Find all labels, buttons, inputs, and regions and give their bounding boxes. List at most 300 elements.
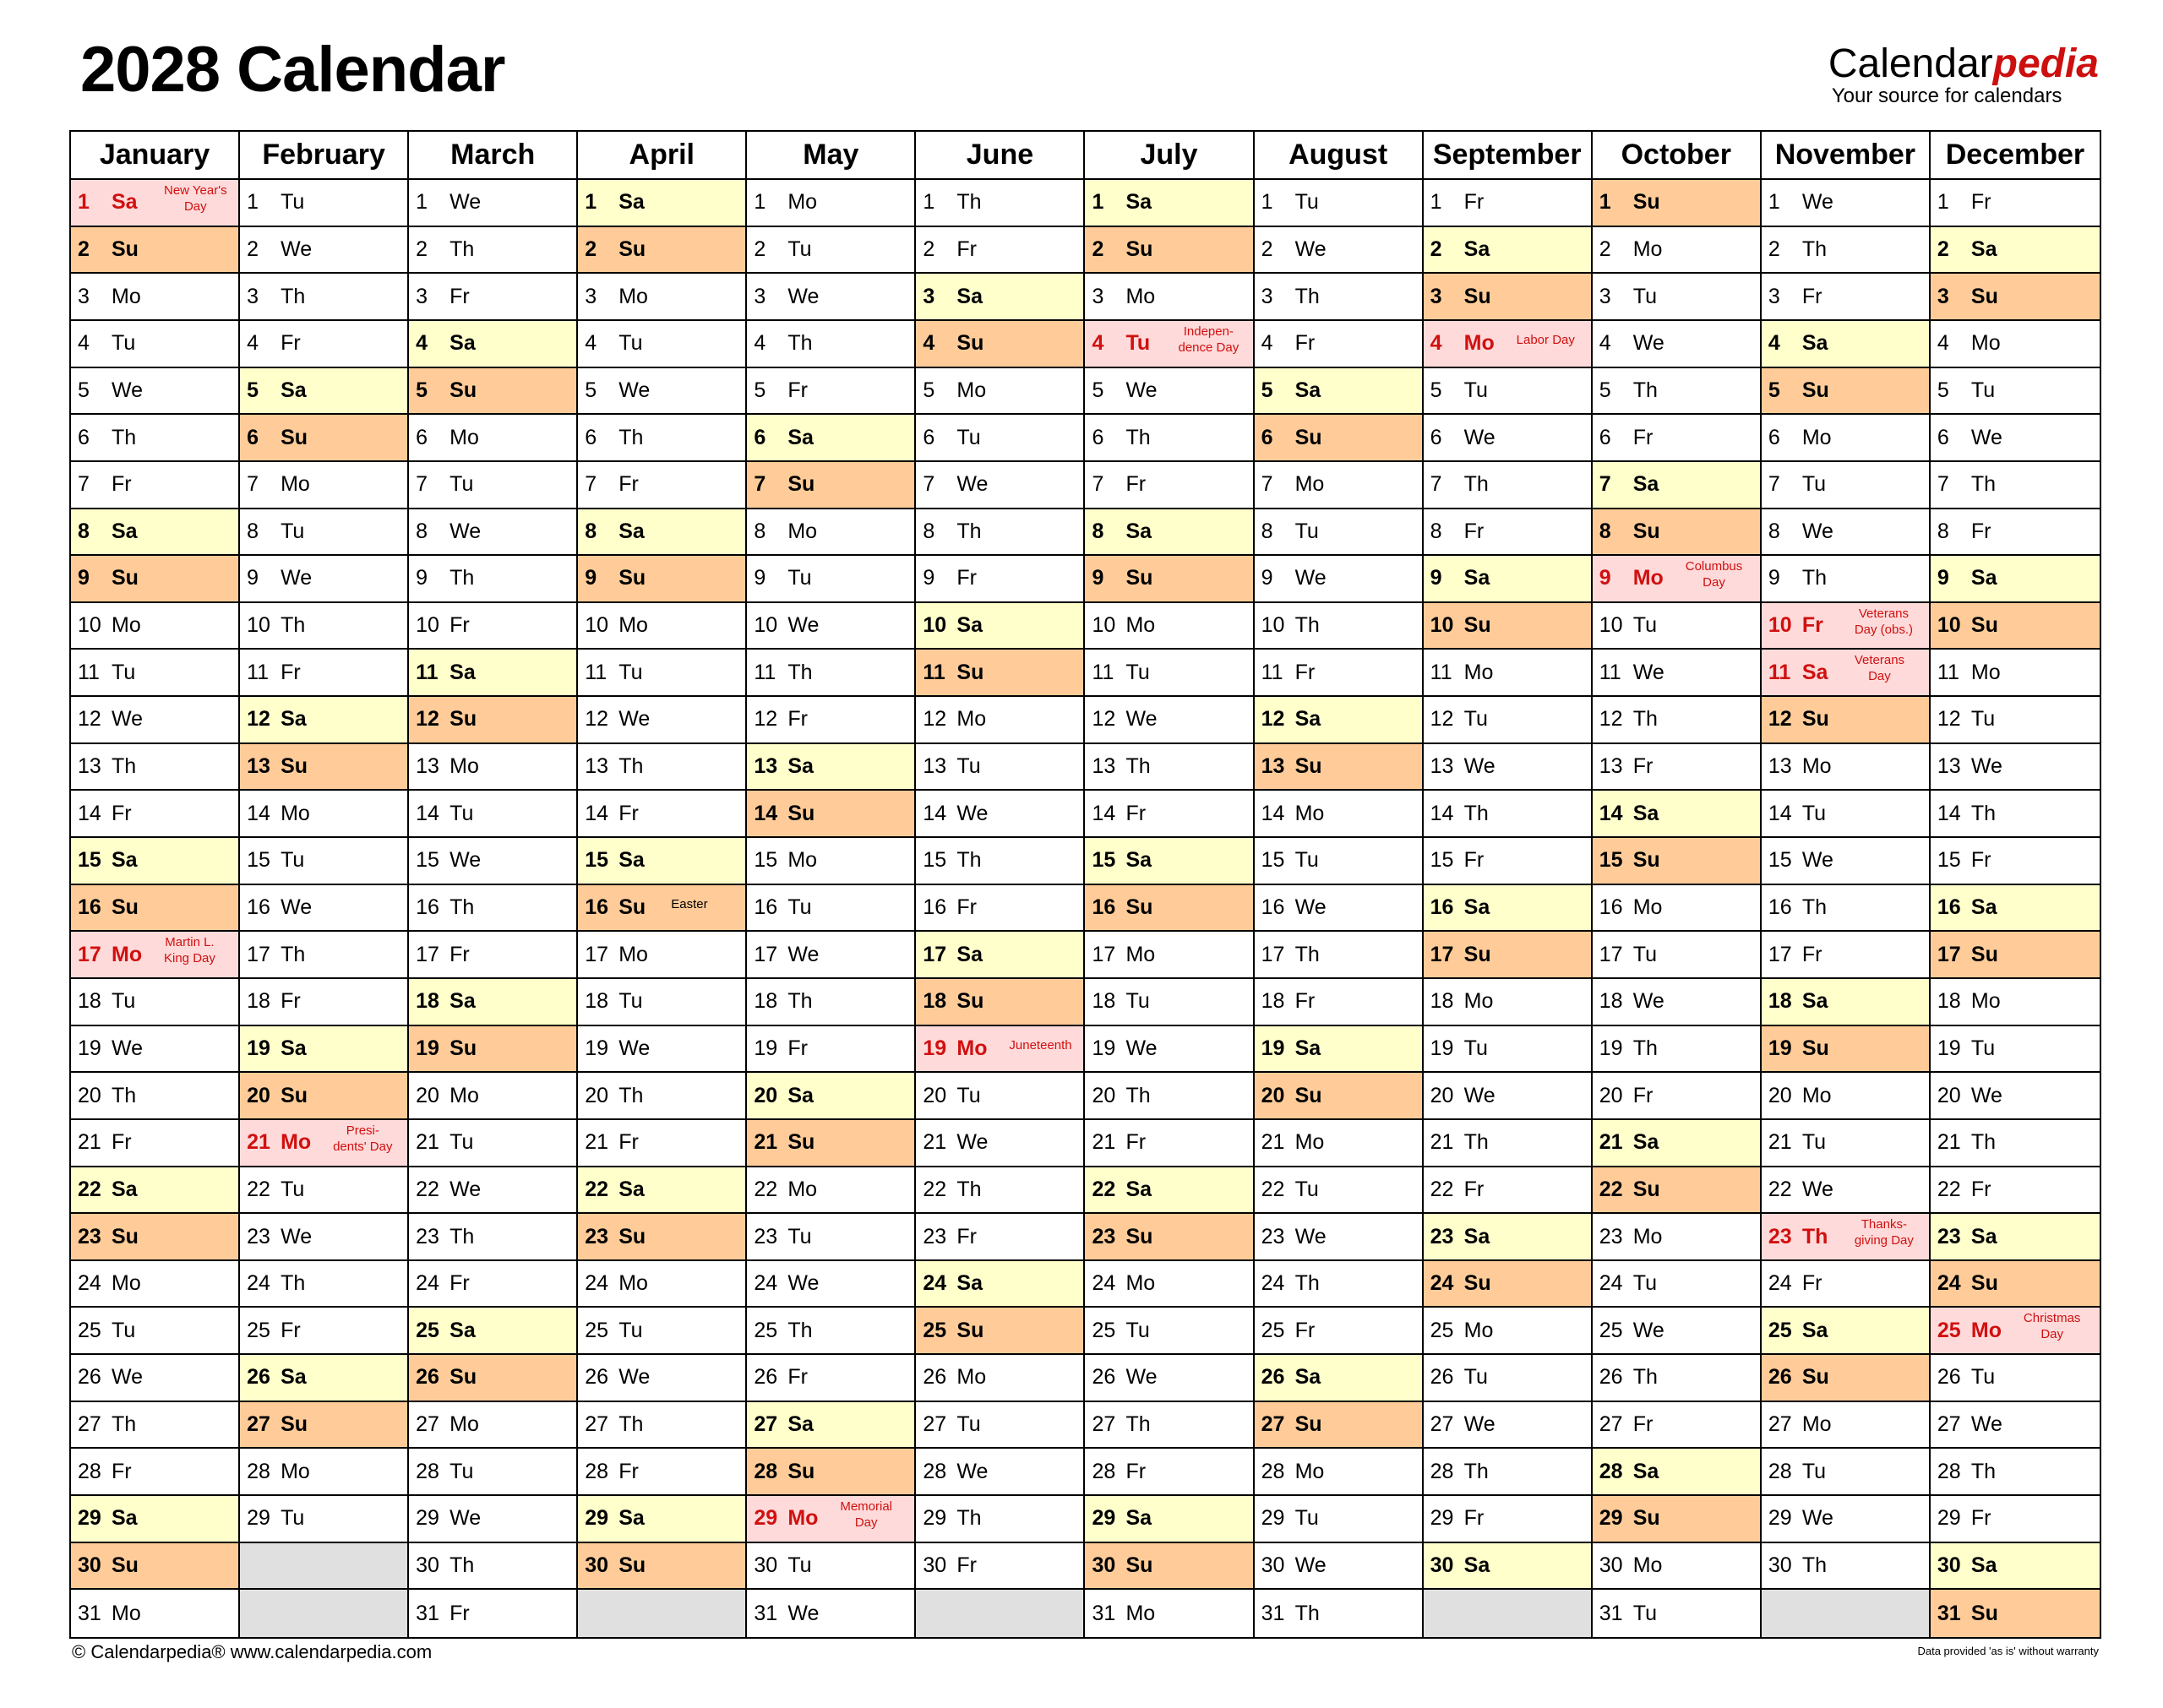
weekday-label: Mo xyxy=(1294,1459,1325,1483)
weekday-label: Mo xyxy=(281,801,310,825)
day-cell xyxy=(409,462,578,509)
weekday-label: We xyxy=(1801,1506,1833,1531)
day-cell xyxy=(1762,180,1931,227)
day-number: 10 xyxy=(416,613,439,638)
day-number: 17 xyxy=(1092,942,1116,966)
day-cell xyxy=(578,650,747,697)
day-number: 2 xyxy=(754,237,766,261)
day-cell xyxy=(1762,744,1931,791)
day-cell xyxy=(1424,1120,1593,1167)
day-cell xyxy=(1593,180,1762,227)
day-number: 14 xyxy=(1092,801,1116,825)
holiday-cell xyxy=(1762,650,1931,697)
day-cell xyxy=(1085,180,1254,227)
day-cell xyxy=(1085,1261,1254,1308)
holiday-cell xyxy=(1762,603,1931,650)
day-number: 31 xyxy=(1599,1601,1623,1625)
day-cell xyxy=(240,603,409,650)
day-number: 11 xyxy=(1599,660,1621,684)
weekday-label: Mo xyxy=(787,1177,818,1201)
day-number: 5 xyxy=(1937,378,1949,402)
weekday-label: Su xyxy=(1125,566,1153,590)
day-number: 11 xyxy=(1430,660,1452,684)
day-number: 13 xyxy=(78,754,101,779)
day-cell xyxy=(240,1496,409,1543)
weekday-label: Sa xyxy=(1632,1459,1659,1483)
weekday-label: Su xyxy=(1632,1506,1660,1531)
day-cell xyxy=(747,462,916,509)
day-cell xyxy=(578,1543,747,1591)
weekday-label: Sa xyxy=(1632,801,1659,825)
weekday-label: Su xyxy=(1801,1036,1829,1060)
weekday-label: We xyxy=(1970,754,2002,779)
weekday-label: Su xyxy=(449,1036,477,1060)
day-number: 1 xyxy=(1430,190,1442,215)
weekday-label: Su xyxy=(1970,942,1998,966)
weekday-label: Th xyxy=(1801,1224,1828,1248)
day-cell xyxy=(916,1402,1085,1450)
weekday-label: Th xyxy=(618,1412,644,1437)
holiday-name: Martin L. King Day xyxy=(164,935,215,966)
day-cell xyxy=(71,979,240,1026)
day-number: 24 xyxy=(247,1271,270,1296)
day-number: 17 xyxy=(754,942,778,966)
day-number: 7 xyxy=(416,472,428,497)
day-number: 2 xyxy=(585,237,597,261)
day-number: 26 xyxy=(416,1365,439,1390)
weekday-label: Fr xyxy=(1294,1318,1316,1342)
day-number: 28 xyxy=(1092,1459,1116,1483)
weekday-label: Tu xyxy=(281,1177,305,1201)
weekday-label: Tu xyxy=(1632,942,1657,966)
day-cell xyxy=(747,838,916,885)
weekday-label: Fr xyxy=(787,1036,808,1060)
day-number: 17 xyxy=(1768,942,1792,966)
day-cell xyxy=(747,1073,916,1120)
day-cell xyxy=(240,838,409,885)
empty-day-cell xyxy=(916,1590,1085,1637)
day-number: 25 xyxy=(1092,1318,1116,1342)
weekday-label: Sa xyxy=(1801,989,1828,1014)
weekday-label: Su xyxy=(1125,1224,1153,1248)
day-cell xyxy=(578,180,747,227)
day-number: 25 xyxy=(1937,1318,1961,1342)
day-cell xyxy=(1762,1073,1931,1120)
day-number: 17 xyxy=(247,942,270,966)
day-cell xyxy=(1255,1308,1424,1355)
day-cell xyxy=(1085,1026,1254,1074)
day-cell xyxy=(1255,1120,1424,1167)
weekday-label: Th xyxy=(787,989,813,1014)
day-cell xyxy=(916,274,1085,321)
day-number: 18 xyxy=(1430,989,1454,1014)
day-cell xyxy=(916,1214,1085,1261)
weekday-label: Mo xyxy=(112,1271,141,1296)
day-cell xyxy=(240,1308,409,1355)
day-cell xyxy=(1255,509,1424,557)
day-number: 5 xyxy=(585,378,597,402)
day-cell xyxy=(578,1167,747,1215)
day-cell xyxy=(1085,1590,1254,1637)
day-number: 3 xyxy=(1599,284,1611,308)
day-number: 5 xyxy=(1430,378,1442,402)
day-number: 29 xyxy=(1430,1506,1454,1531)
day-cell xyxy=(1424,1167,1593,1215)
weekday-label: Fr xyxy=(1294,989,1316,1014)
day-number: 1 xyxy=(1261,190,1273,215)
weekday-label: We xyxy=(449,1506,482,1531)
day-cell xyxy=(1085,556,1254,603)
weekday-label: Th xyxy=(1632,378,1658,402)
weekday-label: Th xyxy=(449,895,475,919)
weekday-label: We xyxy=(618,707,651,732)
day-number: 21 xyxy=(923,1130,947,1155)
day-number: 17 xyxy=(416,942,439,966)
day-cell xyxy=(409,885,578,933)
weekday-label: Sa xyxy=(787,754,814,779)
day-number: 23 xyxy=(1430,1224,1454,1248)
weekday-label: Fr xyxy=(1125,801,1147,825)
weekday-label: Sa xyxy=(449,989,476,1014)
day-number: 12 xyxy=(1261,707,1285,732)
day-number: 15 xyxy=(585,848,609,873)
day-cell xyxy=(1424,274,1593,321)
day-number: 2 xyxy=(1768,237,1780,261)
day-number: 2 xyxy=(247,237,259,261)
day-number: 21 xyxy=(1768,1130,1792,1155)
day-number: 1 xyxy=(247,190,259,215)
day-number: 4 xyxy=(1430,331,1442,356)
day-number: 27 xyxy=(416,1412,439,1437)
day-cell xyxy=(578,1496,747,1543)
day-number: 3 xyxy=(1768,284,1780,308)
weekday-label: We xyxy=(449,848,482,873)
day-number: 20 xyxy=(585,1083,609,1107)
day-cell xyxy=(1931,1120,2100,1167)
day-number: 26 xyxy=(78,1365,101,1390)
day-number: 8 xyxy=(1430,519,1442,543)
day-cell xyxy=(1424,1449,1593,1496)
weekday-label: Su xyxy=(281,425,308,449)
day-cell xyxy=(1424,1355,1593,1402)
weekday-label: Th xyxy=(787,660,813,684)
holiday-name: Christmas Day xyxy=(2023,1311,2081,1342)
weekday-label: We xyxy=(1125,707,1158,732)
holiday-cell xyxy=(1085,321,1254,368)
weekday-label: Sa xyxy=(112,190,138,215)
day-cell xyxy=(916,603,1085,650)
day-number: 12 xyxy=(1092,707,1116,732)
day-number: 10 xyxy=(923,613,947,638)
day-cell xyxy=(71,1167,240,1215)
day-number: 5 xyxy=(247,378,259,402)
day-cell xyxy=(71,1261,240,1308)
weekday-label: Tu xyxy=(1970,707,1996,732)
day-cell xyxy=(409,1402,578,1450)
day-number: 3 xyxy=(416,284,428,308)
weekday-label: Sa xyxy=(1125,519,1152,543)
day-cell xyxy=(1424,1261,1593,1308)
day-cell xyxy=(1931,1543,2100,1591)
day-number: 23 xyxy=(416,1224,439,1248)
day-cell xyxy=(1255,368,1424,416)
day-cell xyxy=(1762,838,1931,885)
day-number: 18 xyxy=(1937,989,1961,1014)
day-cell xyxy=(1762,1120,1931,1167)
day-number: 8 xyxy=(1768,519,1780,543)
day-cell xyxy=(1085,603,1254,650)
holiday-name: Veterans Day (obs.) xyxy=(1854,606,1914,637)
day-number: 24 xyxy=(416,1271,439,1296)
day-cell xyxy=(1931,697,2100,744)
day-cell xyxy=(916,1073,1085,1120)
day-cell xyxy=(747,556,916,603)
day-number: 26 xyxy=(1261,1365,1285,1390)
day-number: 4 xyxy=(416,331,428,356)
holiday-cell xyxy=(1593,556,1762,603)
weekday-label: Mo xyxy=(787,848,818,873)
day-cell xyxy=(71,1214,240,1261)
weekday-label: We xyxy=(112,378,144,402)
day-number: 3 xyxy=(923,284,935,308)
weekday-label: Tu xyxy=(1463,1365,1488,1390)
weekday-label: We xyxy=(618,1036,651,1060)
day-number: 31 xyxy=(1092,1601,1116,1625)
day-number: 17 xyxy=(1261,942,1285,966)
day-number: 6 xyxy=(78,425,90,449)
day-number: 7 xyxy=(247,472,259,497)
holiday-cell xyxy=(1931,1308,2100,1355)
day-number: 18 xyxy=(1092,989,1116,1014)
weekday-label: Fr xyxy=(112,1130,132,1155)
day-cell xyxy=(1593,885,1762,933)
weekday-label: We xyxy=(1125,1365,1158,1390)
weekday-label: Tu xyxy=(787,566,812,590)
day-cell xyxy=(578,697,747,744)
day-cell xyxy=(1255,1402,1424,1450)
day-number: 27 xyxy=(1430,1412,1454,1437)
day-cell xyxy=(1085,932,1254,979)
weekday-label: Tu xyxy=(1463,378,1488,402)
weekday-label: Th xyxy=(787,331,813,356)
holiday-name: Veterans Day xyxy=(1854,653,1905,684)
day-cell xyxy=(1424,932,1593,979)
day-cell xyxy=(1762,885,1931,933)
weekday-label: Sa xyxy=(1294,1036,1321,1060)
day-cell xyxy=(1255,885,1424,933)
day-number: 18 xyxy=(416,989,439,1014)
day-cell xyxy=(1931,1402,2100,1450)
day-number: 1 xyxy=(585,190,597,215)
day-number: 30 xyxy=(1768,1553,1792,1578)
weekday-label: Tu xyxy=(956,754,981,779)
weekday-label: Mo xyxy=(787,190,818,215)
holiday-name: Thanks- giving Day xyxy=(1854,1217,1914,1248)
day-number: 27 xyxy=(1261,1412,1285,1437)
day-number: 11 xyxy=(923,660,945,684)
day-number: 13 xyxy=(1261,754,1285,779)
weekday-label: We xyxy=(956,801,989,825)
day-number: 21 xyxy=(78,1130,101,1155)
weekday-label: Tu xyxy=(112,989,136,1014)
day-number: 20 xyxy=(1261,1083,1285,1107)
day-cell xyxy=(240,1026,409,1074)
weekday-label: We xyxy=(449,190,482,215)
weekday-label: Fr xyxy=(281,989,301,1014)
weekday-label: Tu xyxy=(1294,1506,1319,1531)
weekday-label: Th xyxy=(112,425,137,449)
day-cell xyxy=(240,180,409,227)
weekday-label: Sa xyxy=(956,284,983,308)
day-cell xyxy=(1424,697,1593,744)
day-number: 25 xyxy=(78,1318,101,1342)
day-cell xyxy=(1931,838,2100,885)
day-number: 7 xyxy=(1768,472,1780,497)
weekday-label: We xyxy=(787,613,820,638)
day-number: 16 xyxy=(1430,895,1454,919)
day-cell xyxy=(1424,979,1593,1026)
day-cell xyxy=(1255,1355,1424,1402)
day-cell xyxy=(1085,274,1254,321)
day-cell xyxy=(916,1261,1085,1308)
weekday-label: Sa xyxy=(787,425,814,449)
weekday-label: Su xyxy=(112,237,139,261)
day-cell xyxy=(71,1073,240,1120)
day-number: 1 xyxy=(1937,190,1949,215)
weekday-label: Fr xyxy=(281,660,301,684)
day-cell xyxy=(409,603,578,650)
weekday-label: Su xyxy=(618,1553,646,1578)
weekday-label: Sa xyxy=(1970,1224,1997,1248)
day-cell xyxy=(1085,415,1254,462)
month-header-january: January xyxy=(71,132,240,180)
day-cell xyxy=(1085,1120,1254,1167)
weekday-label: Th xyxy=(787,1318,813,1342)
day-cell xyxy=(71,1496,240,1543)
day-cell xyxy=(1762,1449,1931,1496)
day-number: 28 xyxy=(247,1459,270,1483)
day-cell xyxy=(1931,1496,2100,1543)
day-cell xyxy=(1085,744,1254,791)
day-number: 10 xyxy=(1599,613,1623,638)
day-number: 29 xyxy=(416,1506,439,1531)
month-header-may: May xyxy=(747,132,916,180)
day-number: 4 xyxy=(1092,331,1104,356)
day-number: 12 xyxy=(1430,707,1454,732)
weekday-label: Su xyxy=(281,1083,308,1107)
weekday-label: We xyxy=(1801,190,1833,215)
day-cell xyxy=(71,791,240,838)
day-number: 2 xyxy=(416,237,428,261)
weekday-label: Tu xyxy=(956,425,981,449)
day-cell xyxy=(1085,1449,1254,1496)
day-cell xyxy=(1593,791,1762,838)
day-number: 9 xyxy=(78,566,90,590)
weekday-label: Th xyxy=(281,613,306,638)
day-number: 1 xyxy=(416,190,428,215)
day-cell xyxy=(409,1543,578,1591)
weekday-label: Su xyxy=(112,1224,139,1248)
day-number: 18 xyxy=(1768,989,1792,1014)
weekday-label: Fr xyxy=(1970,848,1991,873)
weekday-label: Tu xyxy=(787,1553,812,1578)
calendarpedia-logo[interactable] xyxy=(1828,41,2099,107)
weekday-label: Th xyxy=(112,754,137,779)
day-number: 17 xyxy=(78,942,101,966)
day-cell xyxy=(1085,1543,1254,1591)
day-cell xyxy=(409,697,578,744)
weekday-label: We xyxy=(449,1177,482,1201)
day-cell xyxy=(916,1449,1085,1496)
day-number: 15 xyxy=(78,848,101,873)
day-cell xyxy=(1424,1308,1593,1355)
weekday-label: Fr xyxy=(1632,1412,1654,1437)
day-cell xyxy=(1255,274,1424,321)
day-cell xyxy=(71,1120,240,1167)
weekday-label: Tu xyxy=(281,1506,305,1531)
day-cell xyxy=(578,227,747,275)
day-cell xyxy=(240,556,409,603)
weekday-label: Th xyxy=(618,425,644,449)
weekday-label: Tu xyxy=(112,331,136,356)
day-number: 11 xyxy=(416,660,439,684)
weekday-label: Tu xyxy=(787,1224,812,1248)
day-cell xyxy=(1593,1073,1762,1120)
day-cell xyxy=(1593,1355,1762,1402)
day-number: 13 xyxy=(923,754,947,779)
holiday-cell xyxy=(747,1496,916,1543)
day-number: 11 xyxy=(585,660,607,684)
day-cell xyxy=(1424,791,1593,838)
day-cell xyxy=(1593,1543,1762,1591)
day-cell xyxy=(1424,1543,1593,1591)
weekday-label: Tu xyxy=(1801,472,1827,497)
weekday-label: Th xyxy=(1970,1459,1997,1483)
weekday-label: Mo xyxy=(956,1036,988,1060)
weekday-label: Sa xyxy=(1125,1177,1152,1201)
weekday-label: Mo xyxy=(112,613,141,638)
day-cell xyxy=(1593,1308,1762,1355)
holiday-name: Juneteenth xyxy=(1009,1037,1072,1053)
weekday-label: Tu xyxy=(1294,190,1319,215)
day-number: 15 xyxy=(1261,848,1285,873)
day-number: 26 xyxy=(754,1365,778,1390)
day-cell xyxy=(916,1543,1085,1591)
weekday-label: Fr xyxy=(1463,1177,1485,1201)
day-number: 1 xyxy=(78,190,90,215)
weekday-label: Fr xyxy=(1970,190,1991,215)
day-number: 3 xyxy=(78,284,90,308)
day-cell xyxy=(1931,1590,2100,1637)
weekday-label: Fr xyxy=(956,237,978,261)
day-cell xyxy=(1931,1214,2100,1261)
weekday-label: Su xyxy=(112,566,139,590)
weekday-label: Th xyxy=(1463,1130,1489,1155)
weekday-label: We xyxy=(787,284,820,308)
day-cell xyxy=(240,1355,409,1402)
day-number: 23 xyxy=(247,1224,270,1248)
day-number: 23 xyxy=(1092,1224,1116,1248)
day-number: 25 xyxy=(585,1318,609,1342)
weekday-label: We xyxy=(112,707,144,732)
weekday-label: We xyxy=(449,519,482,543)
day-cell xyxy=(916,462,1085,509)
weekday-label: Tu xyxy=(1294,519,1319,543)
day-number: 6 xyxy=(754,425,766,449)
logo-main: Calendar xyxy=(1828,41,1993,86)
weekday-label: Th xyxy=(1970,472,1997,497)
weekday-label: Sa xyxy=(618,190,645,215)
